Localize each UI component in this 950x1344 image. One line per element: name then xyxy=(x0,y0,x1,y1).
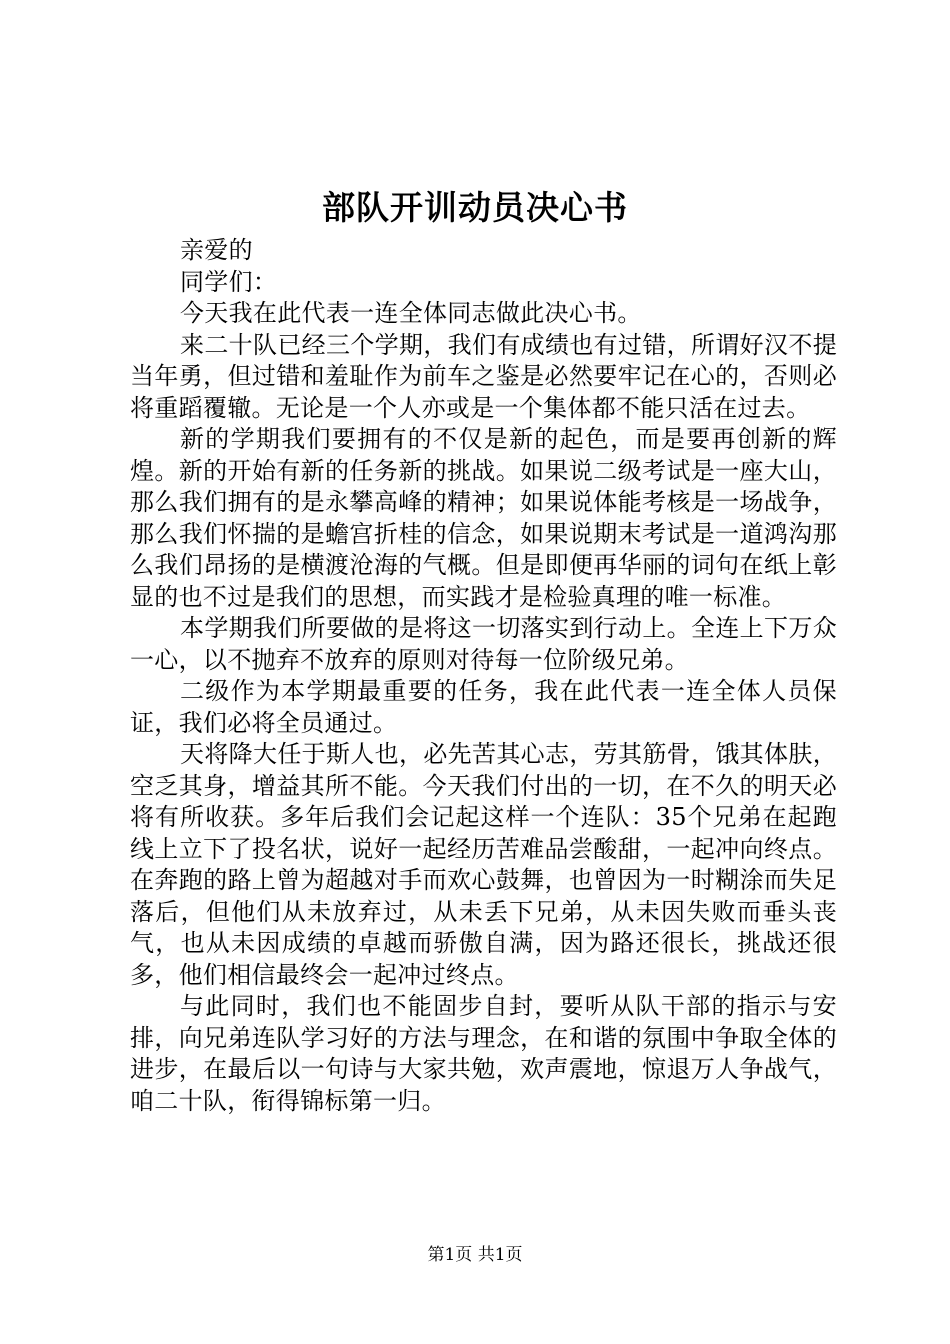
paragraph: 与此同时，我们也不能固步自封，要听从队干部的指示与安排，向兄弟连队学习好的方法与理念，在和谐的氛围中争取全体的进步，在最后以一句诗与大家共勉，欢声震地，惊退万人争战气，咱二十队，衔得锦标第一归。 xyxy=(130,992,837,1115)
paragraph-salutation-2: 同学们： xyxy=(180,267,278,296)
paragraph: 天将降大任于斯人也，必先苦其心志，劳其筋骨，饿其体肤，空乏其身，增益其所不能。今天我们付出的一切，在不久的明天必将有所收获。多年后我们会记起这样一个连队：35个兄弟在起跑线上立下了投名状，说好一起经历苦难品尝酸甜，一起冲向终点。在奔跑的路上曾为超越对手而欢心鼓舞，也曾因为一时糊涂而失足落后，但他们从未放弃过，从未丢下兄弟，从未因失败而垂头丧气，也从未因成绩的卓越而骄傲自满，因为路还很长，挑战还很多，他们相信最终会一起冲过终点。 xyxy=(130,740,837,989)
document-title: 部队开训动员决心书 xyxy=(322,188,628,227)
paragraph: 今天我在此代表一连全体同志做此决心书。 xyxy=(180,299,642,327)
paragraph: 来二十队已经三个学期，我们有成绩也有过错，所谓好汉不提当年勇，但过错和羞耻作为前车之鉴是必然要牢记在心的，否则必将重蹈覆辙。无论是一个人亦或是一个集体都不能只活在过去。 xyxy=(130,330,837,422)
paragraph-salutation-1: 亲爱的 xyxy=(180,236,253,264)
paragraph: 二级作为本学期最重要的任务，我在此代表一连全体人员保证，我们必将全员通过。 xyxy=(130,677,837,737)
paragraph: 新的学期我们要拥有的不仅是新的起色，而是要再创新的辉煌。新的开始有新的任务新的挑战。如果说二级考试是一座大山，那么我们拥有的是永攀高峰的精神；如果说体能考核是一场战争，那么我们怀揣的是蟾宫折桂的信念，如果说期末考试是一道鸿沟那么我们昂扬的是横渡沧海的气概。但是即便再华丽的词句在纸上彰显的也不过是我们的思想，而实践才是检验真理的唯一标准。 xyxy=(130,425,837,611)
document-body xyxy=(130,235,837,1117)
page-footer: 第1页 共1页 xyxy=(427,1245,523,1265)
paragraph: 本学期我们所要做的是将这一切落实到行动上。全连上下万众一心，以不抛弃不放弃的原则对待每一位阶级兄弟。 xyxy=(130,614,837,674)
